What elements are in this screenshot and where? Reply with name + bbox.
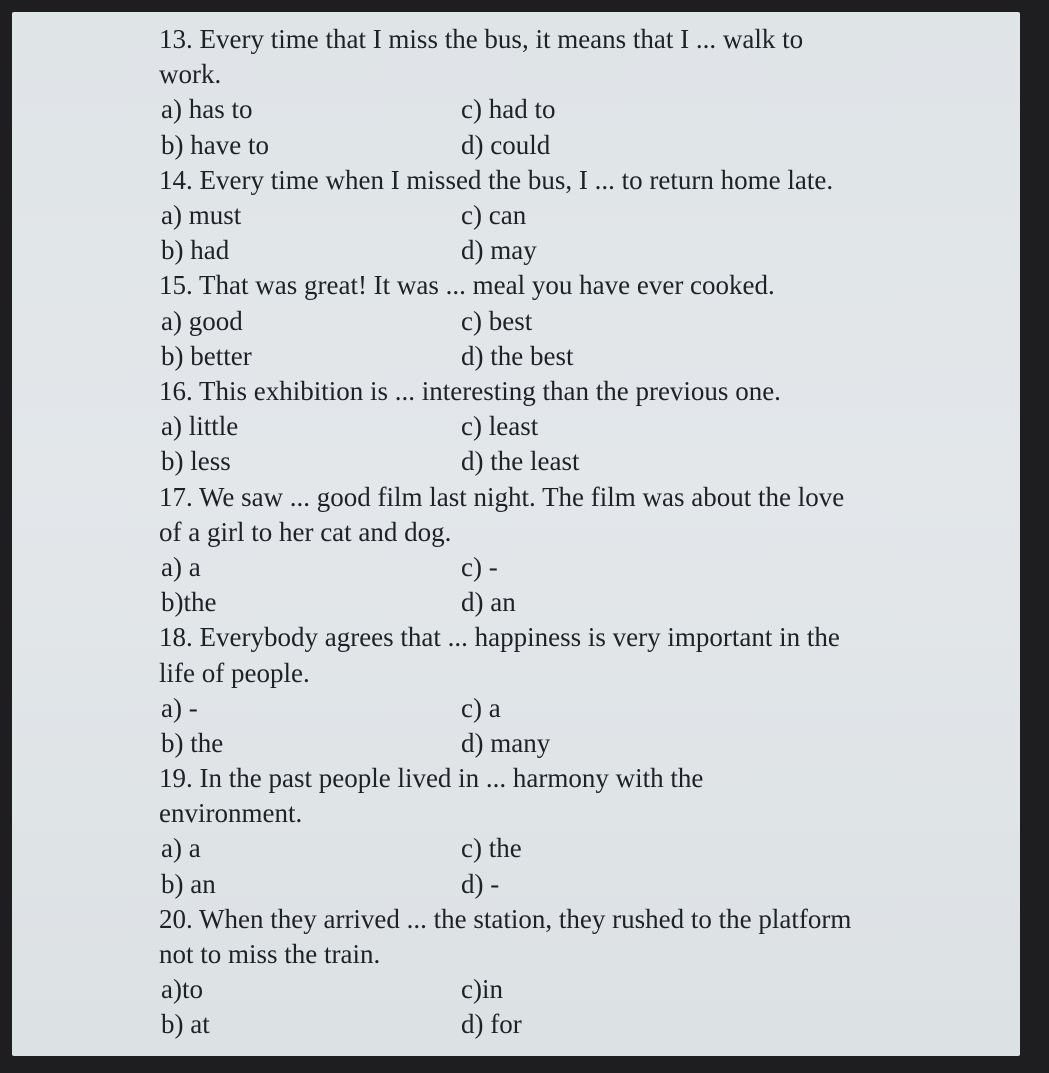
option-d: d) may bbox=[461, 235, 537, 266]
option-a: a) little bbox=[161, 411, 239, 442]
options-row bbox=[159, 691, 979, 726]
option-b: b) less bbox=[161, 446, 231, 477]
option-d: d) many bbox=[461, 727, 551, 758]
option-a: a) good bbox=[161, 305, 243, 336]
options-row bbox=[159, 92, 979, 127]
options-row bbox=[159, 1007, 979, 1042]
option-d: d) the best bbox=[461, 340, 574, 371]
option-d: d) for bbox=[461, 1009, 522, 1040]
options-row bbox=[159, 867, 979, 902]
option-d: d) could bbox=[461, 129, 551, 160]
option-b: b) at bbox=[161, 1009, 210, 1040]
question-text-line: not to miss the train. bbox=[159, 939, 381, 970]
option-c: c)in bbox=[461, 974, 503, 1005]
option-c: c) can bbox=[461, 199, 527, 230]
options-row bbox=[159, 550, 979, 585]
question-13 bbox=[159, 22, 979, 163]
question-text-line: of a girl to her cat and dog. bbox=[159, 516, 452, 547]
option-a: a) - bbox=[161, 692, 198, 723]
question-19 bbox=[159, 761, 979, 902]
question-text-line: 15. That was great! It was ... meal you have ever cooked. bbox=[159, 270, 775, 301]
options-row bbox=[159, 972, 979, 1007]
question-14 bbox=[159, 163, 979, 269]
options-row bbox=[159, 128, 979, 163]
question-text-line: 16. This exhibition is ... interesting than the previous one. bbox=[159, 375, 781, 406]
option-a: a) must bbox=[161, 199, 242, 230]
question-text-line: 20. When they arrived ... the station, they rushed to the platform bbox=[159, 903, 852, 934]
question-16 bbox=[159, 374, 979, 480]
option-c: c) least bbox=[461, 411, 539, 442]
question-text-line: 19. In the past people lived in ... harmony with the bbox=[159, 763, 704, 794]
question-text-line: life of people. bbox=[159, 657, 310, 688]
question-text-line: work. bbox=[159, 59, 222, 90]
question-text-line: 17. We saw ... good film last night. The film was about the love bbox=[159, 481, 845, 512]
question-text-line: 18. Everybody agrees that ... happiness is very important in the bbox=[159, 622, 840, 653]
options-row bbox=[159, 233, 979, 268]
options-row bbox=[159, 304, 979, 339]
option-b: b) have to bbox=[161, 129, 269, 160]
option-b: b) an bbox=[161, 868, 216, 899]
option-a: a) has to bbox=[161, 94, 253, 125]
option-a: a)to bbox=[161, 974, 203, 1005]
option-a: a) a bbox=[161, 551, 201, 582]
question-20 bbox=[159, 902, 979, 1043]
options-row bbox=[159, 444, 979, 479]
option-a: a) a bbox=[161, 833, 201, 864]
options-row bbox=[159, 339, 979, 374]
option-c: c) best bbox=[461, 305, 533, 336]
option-c: c) the bbox=[461, 833, 522, 864]
option-d: d) an bbox=[461, 587, 516, 618]
options-row bbox=[159, 585, 979, 620]
option-b: b) had bbox=[161, 235, 230, 266]
option-c: c) a bbox=[461, 692, 501, 723]
option-b: b) the bbox=[161, 727, 224, 758]
options-row bbox=[159, 831, 979, 866]
option-c: c) - bbox=[461, 551, 498, 582]
question-text-line: 14. Every time when I missed the bus, I ... to return home late. bbox=[159, 164, 834, 195]
question-17 bbox=[159, 480, 979, 621]
option-c: c) had to bbox=[461, 94, 556, 125]
question-18 bbox=[159, 620, 979, 761]
worksheet-page bbox=[159, 22, 979, 1043]
question-text-line: environment. bbox=[159, 798, 303, 829]
options-row bbox=[159, 409, 979, 444]
option-b: b) better bbox=[161, 340, 252, 371]
question-text-line: 13. Every time that I miss the bus, it means that I ... walk to bbox=[159, 24, 804, 54]
photo-screen bbox=[12, 12, 1020, 1056]
option-d: d) the least bbox=[461, 446, 580, 477]
options-row bbox=[159, 198, 979, 233]
option-d: d) - bbox=[461, 868, 500, 899]
option-b: b)the bbox=[161, 587, 217, 618]
options-row bbox=[159, 726, 979, 761]
question-15 bbox=[159, 268, 979, 374]
